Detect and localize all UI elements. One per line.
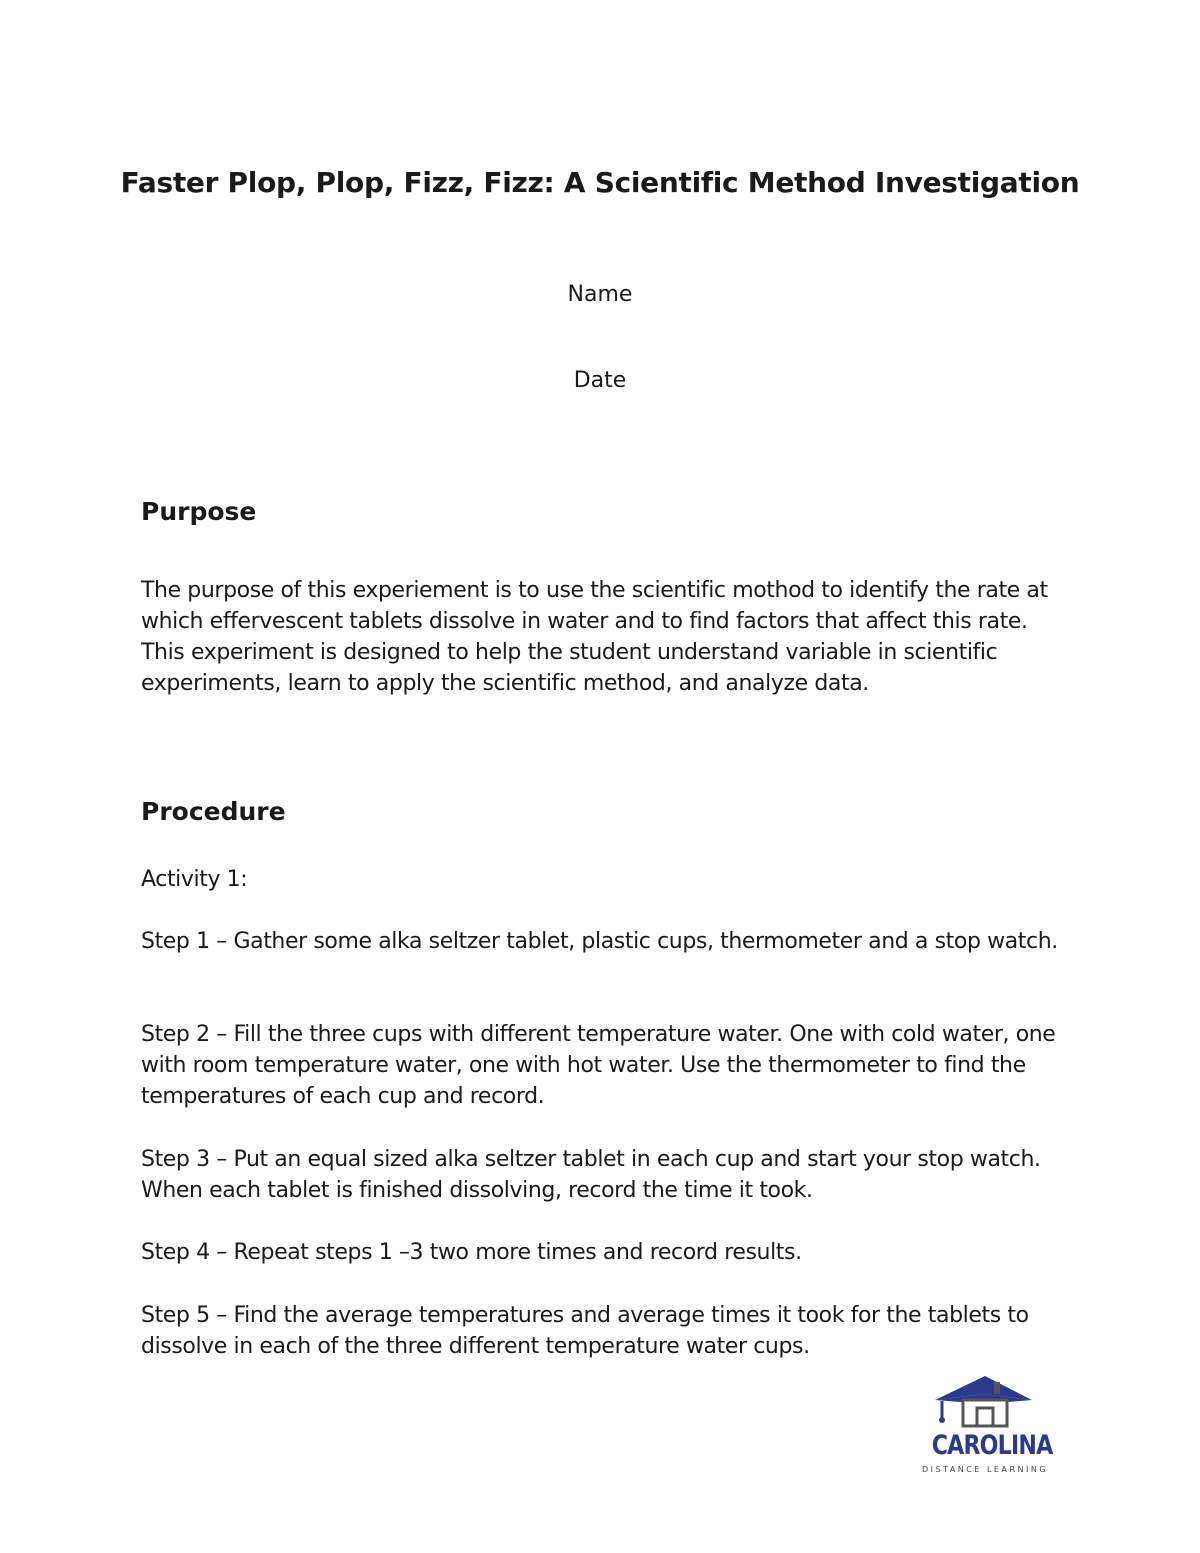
purpose-heading: Purpose xyxy=(141,497,257,526)
carolina-logo xyxy=(920,1372,1053,1482)
name-label: Name xyxy=(567,282,633,307)
procedure-step-4: Step 4 – Repeat steps 1 –3 two more times and record results. xyxy=(141,1240,802,1265)
procedure-step-3: Step 3 – Put an equal sized alka seltzer tablet in each cup and start your stop watch. When each tablet is finished dissolving, record the time it took. xyxy=(141,1147,1041,1203)
procedure-step-2: Step 2 – Fill the three cups with different temperature water. One with cold water, one with room temperature water, one with hot water. Use the thermometer to find the temperatures of each cup and record. xyxy=(141,1022,1056,1109)
activity-label: Activity 1: xyxy=(141,867,248,892)
date-label: Date xyxy=(573,368,627,393)
house-cap-icon xyxy=(920,1372,1050,1432)
procedure-heading: Procedure xyxy=(141,797,286,826)
logo-wordmark: CAROLINA xyxy=(931,1430,1053,1461)
procedure-step-5: Step 5 – Find the average temperatures and average times it took for the tablets to dissolve in each of the three different temperature water cups. xyxy=(141,1303,1029,1359)
purpose-paragraph: The purpose of this experiement is to use the scientific mothod to identify the rate at which effervescent tablets dissolve in water and to find factors that affect this rate. This experiment is designed to help the student understand variable in scientific experiments, learn to apply the scientific method, and analyze data. xyxy=(141,578,1048,696)
page-title: Faster Plop, Plop, Fizz, Fizz: A Scientific Method Investigation xyxy=(120,166,1080,199)
logo-tagline: DISTANCE LEARNING xyxy=(921,1465,1049,1474)
procedure-step-1: Step 1 – Gather some alka seltzer tablet, plastic cups, thermometer and a stop watch. xyxy=(141,929,1058,954)
